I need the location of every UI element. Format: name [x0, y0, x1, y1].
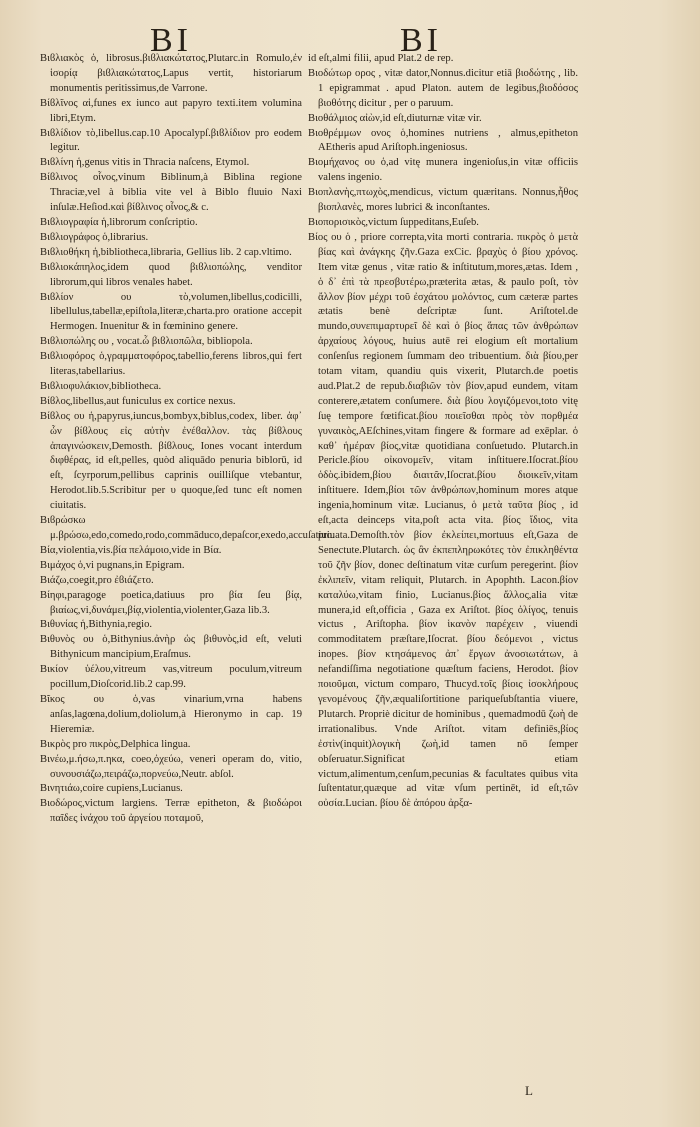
dictionary-entry: Βίϐλος ου ἡ,papyrus,iuncus,bombyx,biblus,codex, liber. ἀφ᾽ ὧν βίϐλους εἰς αὐτὴν ἐνέϐαλλον. τὰς βίϐλους ἀπαγινώσκειν,Demosth. βίϐλους, Iones vocant interdum διφθέρας, id eſt,pelles, quòd aliquādo penuria biblorū, id eſt, ſcyrporum,pellibus caprinis ouilliſque vtebantur, Herodot.lib.5.Scribitur per υ quoque,ſed tunc eſt nomen ciuitatis.	[40, 410, 302, 512]
dictionary-entry: Βινητιάω,coire cupiens,Lucianus.	[40, 783, 183, 795]
dictionary-entry: Βιϐλιοκάπηλος,idem quod βιϐλιοπώλης, venditor librorum,qui libros venales habet.	[40, 261, 302, 288]
dictionary-entry: Βιϐλιογράφος ὁ,librarius.	[40, 231, 149, 243]
dictionary-entry: Βίος ου ὁ , priore correpta,vita morti contraria. πικρὸς ὁ μετὰ βίας καὶ ἀνάγκης ζῆν.Gaza exCic. βραχὺς ὁ βίου χρόνος. Item vitæ genus , vitæ ratio & inſtitutum,mores,ætas. Idem , ὁ δ᾽ ἐπὶ τὰ πρεσβυτέρω,præterita ætas, & paulo poſt, τὸν ἄλλον βίον μέχρι τοῦ ἐσχάτου μολόντος, cum cæteræ partes ætatis benè deſcriptæ ſunt. Ariſtotel.de mundo,συνεπιμαρτυρεῖ δὲ καὶ ὁ βίος ἅπας τῶν ἀνθρώπων ἀρχαίους λόγους, huius autē rei elogium eſt mortalium conſenſus regionem ſummam deo tribuentium. διὰ βίου,per totam vitam, quandiu quis vixerit, Plutarch.de poetis aud.Plat.2 de repub.διαβιῶν τὸν βίον,apud eundem, vitam conterere,ætatem conſumere. διὰ βίου λογιζόμενοι,toto vitę ſuę tempore fœtificat.βίου ποιεῖσθαι πρὸς τὸν πορθμέα γυναικὸς,AEſchines,vitam fingere & formare ad exēplar. ὁ καθ᾽ ἡμέραν βίος,vitæ quotidiana conſuetudo. Plutarch.in Pericle.βίου οἰκονομεῖν, vitam inſtituere.Iſocrat.βίου ὁδὸς.ibidem,βίου διαιτᾶν,Iſocrat.βίου διοικεῖν,vitam inſtituere. Idem,βίοι τῶν ἀνθρώπων,hominum mores atque ingenia,hominum vitæ. Lucianus, ὁ μετὰ ταῦτα βίος , id eſt,acta deinceps vita,poſt acta vita. βίος ἴδιος, vita priuata.Demoſth.τὸν βίον ἐκλείπει,mortuus eſt,Gaza de Senectute.Plutarch. ὡς ἂν ἐκπεπληρωκότες τὸν ἐπικληθέντα τοῦ ζῆν βίον, donec deſtinatum vitæ curſum peregerint. βίον ἐκλιπεῖν, vitam reliquit, Plutarch. in Apophth. Lacon.βίον καταλύω,vitam finio, Lucianus.βίος ἄλλος,alia vitæ munera,id eſt,officia , Gaza ex Ariſtot. βίος ὀλίγος, tenuis victus , Ariſtopha. βίον ἱκανὸν παρέχειν , viuendi commoditatem præſtare,Iſocrat. βίου δεόμενοι , victus inopes. βίον κτησάμενος ἀπ᾽ ἔργων ἀνοσιωτάτων, à nefandiſſima negotiatione quæſtum faciens, Herodot. βίον ποιοῦμαι, victum comparo, Thucyd.τοῖς βίοις ἰσοκλήρους γενομένους ζῆν,æqualiſortitione pariqueſubſtantia viuere, Plutarch. Propriè dicitur de hominibus , quemadmodū ζωὴ de irrationalibus. Vnde Ariſtot. vitam definiēs,βίος ἐστὶν(inquit)λογικὴ ζωὴ,id tamen nō ſemper obſeruatur.Significat etiam victum,alimentum,cenſum,pecunias & facultates quibus vita ſuſtentatur,quæque ad vitæ vſum pertinēt, id eſt,τῶν οὐσία.Lucian. βίου δὲ ἀπόρου ἀρξα-	[308, 231, 578, 810]
dictionary-entry: Βιάζω,coegit,pro ἐϐιάζετο.	[40, 574, 154, 586]
dictionary-entry: Βιοπλανὴς,πτωχὸς,mendicus, victum quæritans. Nonnus,ἦθος βιοπλανὲς, mores lubrici & inconſtantes.	[308, 187, 578, 214]
dictionary-entry: Βιϐλιοθήκη ἡ,bibliotheca,libraria, Gellius lib. 2 cap.vltimo.	[40, 246, 292, 258]
left-column	[40, 52, 335, 1112]
dictionary-entry: Βικρὸς pro πικρὸς,Delphica lingua.	[40, 738, 191, 750]
dictionary-entry: Βικίον ὑέλου,vitreum vas,vitreum poculum,vitreum pocillum,Dioſcorid.lib.2 cap.99.	[40, 664, 302, 691]
dictionary-entry: Βιομήχανος ου ὁ,ad vitę munera ingenioſus,in vitæ officiis valens ingenio.	[308, 157, 578, 184]
dictionary-entry: Βιοθάλμιος αἰὼν,id eſt,diuturnæ vitæ vir.	[308, 112, 482, 124]
running-head-right: BI	[400, 22, 442, 59]
dictionary-entry: Βινέω,μ.ήσω,π.ηκα, coeo,ὀχεύω, veneri operam do, vitio, συνουσιάζω,πειράζω,πορνεύω,Neutr. abſol.	[40, 753, 302, 780]
dictionary-entry: Βίϐλινος οἶνος,vinum Biblinum,à Biblina regione Thraciæ,vel à biblia vite vel à Biblo fluuio Naxi inſulæ.Heſiod.καὶ βίϐλινος οἶνος,& c.	[40, 172, 302, 214]
dictionary-entry: Βιθυνίας ἡ,Bithynia,regio.	[40, 619, 153, 631]
dictionary-entry: Βιϐλίνη ἡ,genus vitis in Thracia naſcens, Etymol.	[40, 157, 250, 169]
dictionary-entry: Βιϐρώσκω μ.βρώσω,edo,comedo,rodo,commāduco,depaſcor,exedo,accuſatiuo.	[40, 515, 335, 541]
right-column	[308, 52, 578, 1112]
dictionary-entry: Βιμάχος ὁ,vi pugnans,in Epigram.	[40, 559, 185, 571]
dictionary-entry: Βιθυνὸς ου ὁ,Bithynius.ἀνὴρ ὡς βιθυνὸς,id eſt, veluti Bithynicum mancipium,Eraſmus.	[40, 634, 302, 661]
dictionary-entry: id eſt,almi filii, apud Plat.2 de rep.	[308, 53, 454, 64]
dictionary-entry: Βιοδώρος,victum largiens. Terræ epitheton, & βιοδώροι παῖδες ἰνάχου τοῦ ἀργείου ποταμοῦ,	[40, 798, 302, 825]
dictionary-entry: Βιοπορισικὸς,victum ſuppeditans,Euſeb.	[308, 216, 479, 228]
dictionary-entry: Βιοδώτωρ ορος , vitæ dator,Nonnus.dicitur etiā βιοδώτης , lib. 1 epigrammat . apud Platon. autem de legibus,βιοδόσος βιοθότης dicitur , per o paruum.	[308, 67, 578, 109]
dictionary-entry: Βιϐλιακὸς ὁ, librosus.βιϐλιακώτατος,Plutarc.in Romulo,ἐν ἱσορίᾳ βιϐλιακώτατος,Lapus vertit, historiarum monumentis peritissimus,de Varrone.	[40, 53, 302, 94]
dictionary-entry: Βίϐλῖνος αἱ,funes ex iunco aut papyro texti.item volumina libri,Etym.	[40, 97, 302, 124]
dictionary-entry: Βιϐλιοφόρος ὁ,γραμματοφόρος,tabellio,ferens libros,qui fert literas,tabellarius.	[40, 351, 302, 378]
dictionary-entry: Βιϐλιοπώλης ου , vocat.ὦ βιϐλιοπῶλα, bibliopola.	[40, 336, 253, 348]
signature-mark: L	[525, 1083, 534, 1098]
dictionary-entry: Βία,violentia,vis.βία πελάμοιο,vide in Βία.	[40, 544, 222, 556]
dictionary-entry: Βιϐλιοφυλάκιον,bibliotheca.	[40, 380, 162, 392]
dictionary-entry: Βίηφι,paragoge poetica,datiuus pro βία ſeu βίᾳ, βιαίως,vi,δυνάμει,βίᾳ,violentia,violenter,Gaza lib.3.	[40, 589, 302, 616]
running-head-left: BI	[150, 22, 192, 59]
dictionary-entry: Βιϐλιογραφία ἡ,librorum conſcriptio.	[40, 216, 198, 228]
dictionary-entry: Βιϐλίδιον τὸ,libellus.cap.10 Apocalypſ.βιϐλίδιον pro eodem legitur.	[40, 127, 302, 154]
dictionary-entry: Βιοθρέμμων ονος ὁ,homines nutriens , almus,epitheton AEtheris apud Ariſtoph.ingeniosus.	[308, 127, 578, 154]
dictionary-entry: Βῖκος ου ὁ,vas vinarium,vrna habens anſas,lagœna,dolium,doliolum,à Hieronymo in cap. 19 Hieremiæ.	[40, 693, 302, 735]
dictionary-entry: Βίϐλος,libellus,aut funiculus ex cortice nexus.	[40, 395, 236, 407]
dictionary-entry: Βιϐλίον ου τὸ,volumen,libellus,codicilli, libellulus,tabellæ,epiſtola,literæ,charta.pro oratione accepit Hermogen. Inuenitur & in fœminino genere.	[40, 291, 302, 333]
